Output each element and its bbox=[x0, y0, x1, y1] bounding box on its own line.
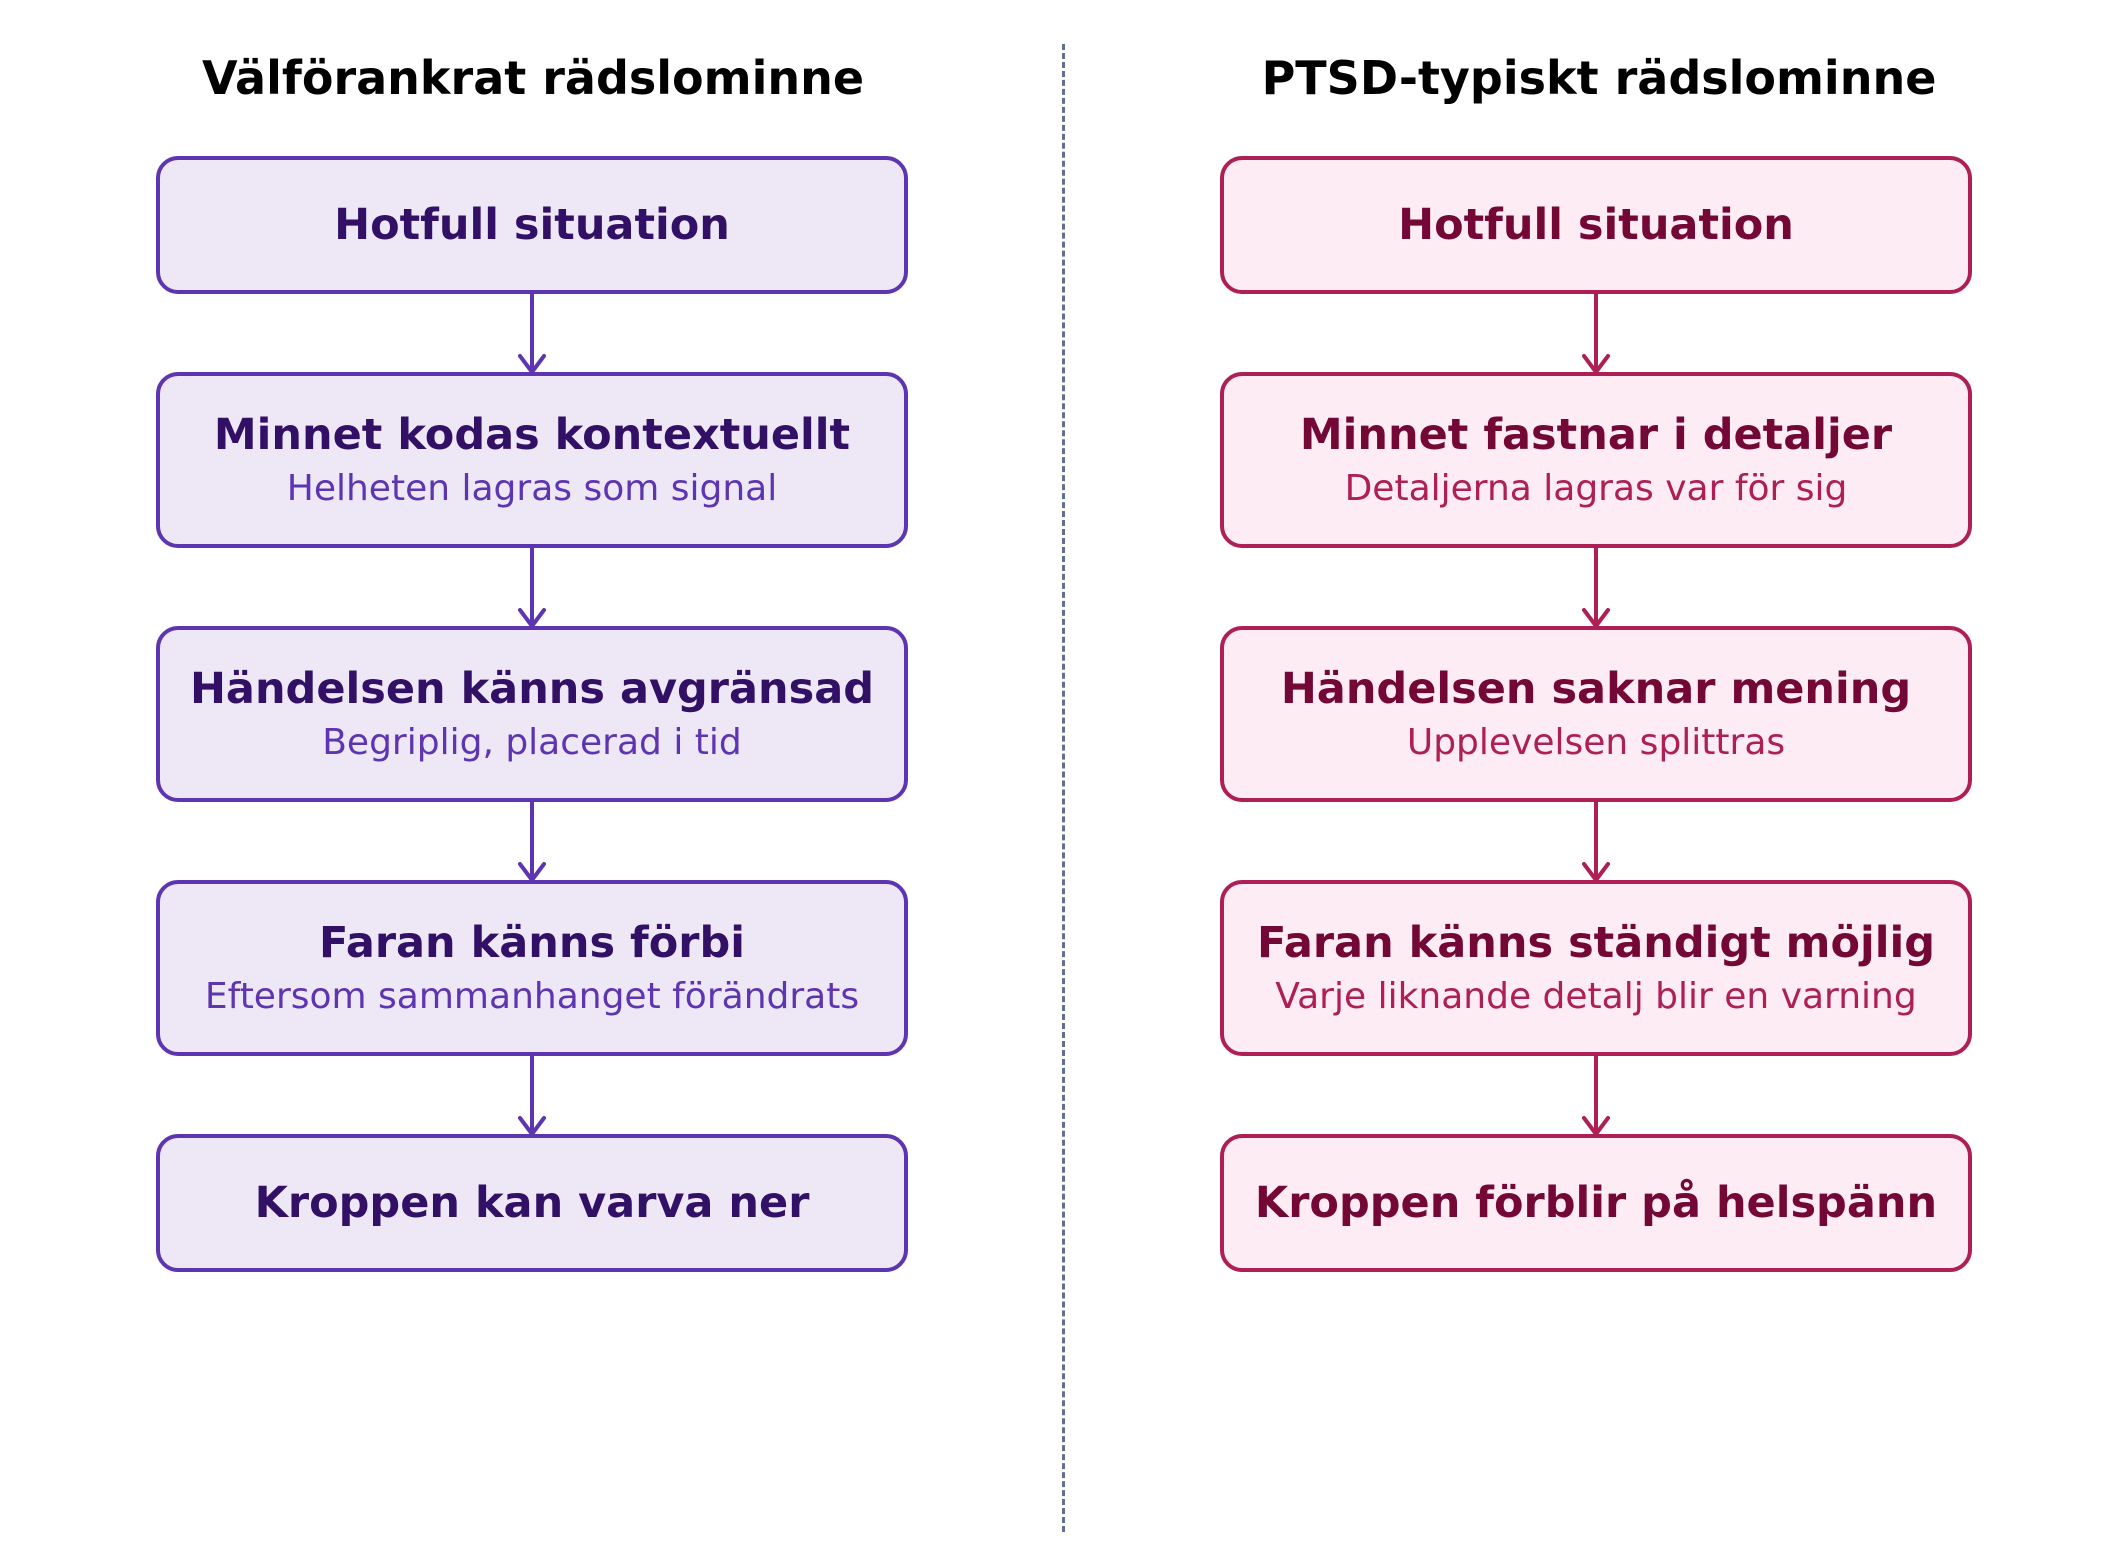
right-arrow-2 bbox=[1584, 548, 1608, 626]
step-title: Kroppen kan varva ner bbox=[254, 1178, 810, 1228]
left-step-1 bbox=[156, 156, 908, 294]
right-step-3 bbox=[1220, 626, 1972, 802]
step-subtitle: Upplevelsen splittras bbox=[1406, 722, 1786, 763]
right-arrow-3 bbox=[1584, 802, 1608, 880]
step-title: Händelsen saknar mening bbox=[1280, 664, 1912, 714]
step-subtitle: Detaljerna lagras var för sig bbox=[1344, 468, 1848, 509]
right-step-5 bbox=[1220, 1134, 1972, 1272]
left-step-4 bbox=[156, 880, 908, 1056]
step-subtitle: Varje liknande detalj blir en varning bbox=[1275, 976, 1917, 1017]
step-title: Hotfull situation bbox=[1398, 200, 1794, 250]
left-arrow-1 bbox=[520, 294, 544, 372]
left-column-title: Välförankrat rädslominne bbox=[201, 51, 865, 105]
step-subtitle: Eftersom sammanhanget förändrats bbox=[204, 976, 860, 1017]
column-divider bbox=[1062, 44, 1065, 1532]
right-step-2 bbox=[1220, 372, 1972, 548]
left-step-2 bbox=[156, 372, 908, 548]
step-title: Faran känns ständigt möjlig bbox=[1256, 918, 1936, 968]
step-subtitle: Helheten lagras som signal bbox=[286, 468, 778, 509]
left-step-3 bbox=[156, 626, 908, 802]
step-subtitle: Begriplig, placerad i tid bbox=[322, 722, 742, 763]
right-arrow-4 bbox=[1584, 1056, 1608, 1134]
right-arrow-1 bbox=[1584, 294, 1608, 372]
step-title: Händelsen känns avgränsad bbox=[189, 664, 875, 714]
right-column-title: PTSD-typiskt rädslominne bbox=[1261, 51, 1937, 105]
step-title: Minnet kodas kontextuellt bbox=[213, 410, 851, 460]
step-title: Minnet fastnar i detaljer bbox=[1299, 410, 1893, 460]
step-title: Hotfull situation bbox=[334, 200, 730, 250]
right-step-1 bbox=[1220, 156, 1972, 294]
left-arrow-4 bbox=[520, 1056, 544, 1134]
left-arrow-3 bbox=[520, 802, 544, 880]
step-title: Kroppen förblir på helspänn bbox=[1254, 1178, 1938, 1228]
left-step-5 bbox=[156, 1134, 908, 1272]
right-step-4 bbox=[1220, 880, 1972, 1056]
left-arrow-2 bbox=[520, 548, 544, 626]
step-title: Faran känns förbi bbox=[318, 918, 746, 968]
